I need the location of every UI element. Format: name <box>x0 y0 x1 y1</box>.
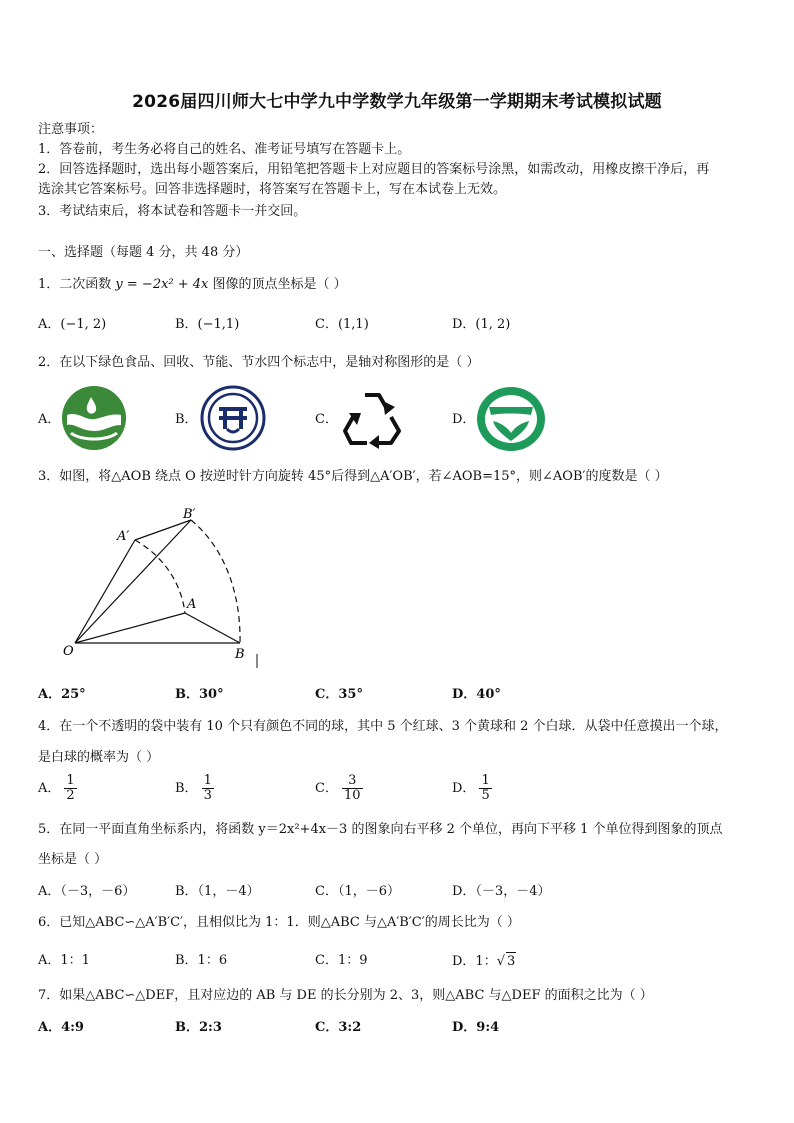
label-o: O <box>63 644 74 659</box>
fraction-b-denominator: 3 <box>203 788 212 803</box>
question-4-option-c <box>315 774 363 803</box>
question-3-option-b: B．30° <box>175 687 224 702</box>
water-saving-logo-icon <box>475 385 547 453</box>
label-a: A <box>187 597 197 612</box>
option-b-label: B． <box>175 781 198 796</box>
question-3-option-c: C．35° <box>315 687 363 702</box>
question-5-option-b: B．（1，－4） <box>175 884 260 899</box>
question-6-option-d-prefix: D．1： <box>452 954 497 969</box>
label-b-prime: B′ <box>183 507 196 522</box>
question-4-option-a <box>38 774 77 803</box>
question-3-option-d: D．40° <box>452 687 501 702</box>
rotation-figure <box>55 500 275 672</box>
question-6-stem: 6．已知△ABC∽△A′B′C′，且相似比为 1：1．则△ABC 与△A′B′C′的周长比为（ ） <box>38 915 520 930</box>
fraction-b <box>202 774 214 803</box>
question-2-option-d: D． <box>452 412 476 427</box>
notice-item-2-line-1: 2．回答选择题时，选出每小题答案后，用铅笔把答题卡上对应题目的答案标号涂黑，如需改动，用橡皮擦干净后，再 <box>38 162 710 177</box>
page-title: 2026届四川师大七中学九中学数学九年级第一学期期末考试模拟试题 <box>132 92 662 112</box>
fraction-c-numerator: 3 <box>342 774 363 789</box>
question-6-option-d-radicand: 3 <box>507 954 516 969</box>
fraction-d <box>479 774 491 803</box>
fraction-a-denominator: 2 <box>66 788 75 803</box>
question-5-option-c: C．（1，－6） <box>315 884 400 899</box>
label-a-prime: A′ <box>117 529 130 544</box>
question-5-stem-line-2: 坐标是（ ） <box>38 852 108 867</box>
question-5-option-a: A．（－3，－6） <box>38 884 136 899</box>
question-2-option-a: A． <box>38 412 61 427</box>
question-5-option-d: D．（－3，－4） <box>452 884 551 899</box>
sqrt-icon: √ <box>496 954 505 969</box>
option-d-label: D． <box>452 781 476 796</box>
question-4-option-d <box>452 774 492 803</box>
question-6-option-d <box>452 952 516 971</box>
notice-item-2-line-2: 选涂其它答案标号。回答非选择题时，将答案写在答题卡上，写在本试卷上无效。 <box>38 182 507 197</box>
fraction-c <box>342 774 363 803</box>
question-1-formula: y = −2x² + 4x <box>115 277 209 292</box>
question-1-option-c: C．(1,1) <box>315 317 369 332</box>
notice-item-1: 1．答卷前，考生务必将自己的姓名、准考证号填写在答题卡上。 <box>38 142 411 157</box>
question-5-stem-line-1: 5．在同一平面直角坐标系内，将函数 y＝2x²+4x－3 的图象向右平移 2 个单位，再向下平移 1 个单位得到图象的顶点 <box>38 822 723 837</box>
green-food-logo-icon <box>61 385 127 451</box>
question-7-option-d: D．9:4 <box>452 1020 500 1035</box>
question-6-option-b: B．1：6 <box>175 953 228 968</box>
question-7-option-a: A．4:9 <box>38 1020 84 1035</box>
section-heading: 一、选择题（每题 4 分，共 48 分） <box>38 245 249 260</box>
recycle-logo-icon <box>339 387 405 449</box>
notice-item-3: 3．考试结束后，将本试卷和答题卡一并交回。 <box>38 204 307 219</box>
question-3-option-a: A．25° <box>38 687 86 702</box>
option-a-label: A． <box>38 781 61 796</box>
option-c-label: C． <box>315 781 338 796</box>
question-2-option-b: B． <box>175 412 198 427</box>
question-7-option-c: C．3:2 <box>315 1020 362 1035</box>
question-1-option-b: B．(−1,1) <box>175 317 240 332</box>
fraction-a <box>64 774 76 803</box>
question-4-stem-line-2: 是白球的概率为（ ） <box>38 750 160 765</box>
question-1-option-a: A．(−1, 2) <box>38 317 107 332</box>
fraction-b-numerator: 1 <box>203 773 212 788</box>
fraction-d-denominator: 5 <box>481 788 490 803</box>
question-4-option-b <box>175 774 214 803</box>
energy-saving-logo-icon <box>200 385 266 451</box>
question-1-suffix: 图像的顶点坐标是（ ） <box>212 277 347 292</box>
question-2-stem: 2．在以下绿色食品、回收、节能、节水四个标志中，是轴对称图形的是（ ） <box>38 355 480 370</box>
question-4-stem-line-1: 4．在一个不透明的袋中装有 10 个只有颜色不同的球，其中 5 个红球、3 个黄球和 2 个白球．从袋中任意摸出一个球， <box>38 719 728 734</box>
question-6-option-a: A．1：1 <box>38 953 90 968</box>
fraction-a-numerator: 1 <box>66 773 75 788</box>
notice-heading: 注意事项： <box>38 122 104 137</box>
question-1-option-d: D．(1, 2) <box>452 317 511 332</box>
question-1-prefix: 1．二次函数 <box>38 277 112 292</box>
label-b: B <box>235 647 245 662</box>
question-3-stem: 3．如图，将△AOB 绕点 O 按逆时针方向旋转 45°后得到△A′OB′，若∠AOB=15°，则∠AOB′的度数是（ ） <box>38 469 668 484</box>
fraction-d-numerator: 1 <box>481 773 490 788</box>
fraction-c-denominator: 10 <box>343 788 361 803</box>
question-1-stem <box>38 276 347 294</box>
question-7-option-b: B．2:3 <box>175 1020 222 1035</box>
question-7-stem: 7．如果△ABC∽△DEF，且对应边的 AB 与 DE 的长分别为 2、3，则△ABC 与△DEF 的面积之比为（ ） <box>38 988 653 1003</box>
question-6-option-c: C．1：9 <box>315 953 368 968</box>
question-2-option-c: C． <box>315 412 338 427</box>
